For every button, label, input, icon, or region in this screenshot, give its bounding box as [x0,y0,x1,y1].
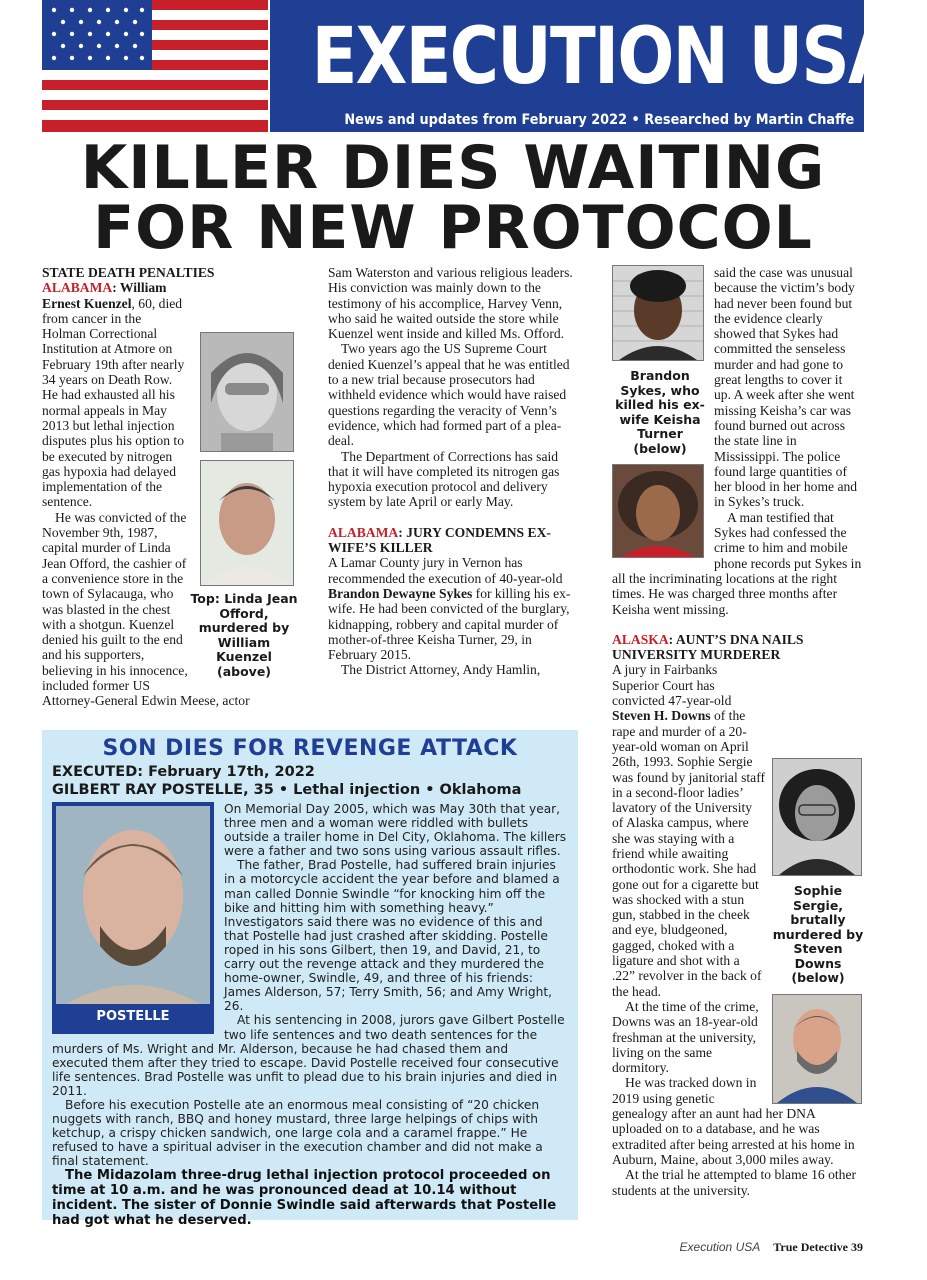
footer-section: Execution USA [679,1240,761,1254]
masthead-banner [270,0,899,132]
state-label-alabama-2: ALABAMA [328,524,399,540]
column-1 [42,265,298,709]
offord-kuenzel-caption: Top: Linda Jean Offord, murdered by William Kuenzel (above) [190,591,298,679]
brandon-sykes-photo [612,265,704,361]
sykes-name: Brandon Dewayne Sykes [328,585,473,601]
col3-paragraph-3b: of the rape and murder of a 20-year-old woman on April 26th, 1993. Sophie Sergie was found by janitorial staff in a second-floor ladies’ lavatory of the University of Alaska campus, where she was staying with a friend while awaiting orthodontic work. She had gone out for a cigarette but was shocked with a stun gun, stabbed in the cheek and eye, bludgeoned, gagged, choked with a ligature and shot with a .22” revolver in the back of the head. [612,708,766,999]
state-label-alabama-1: ALABAMA [42,280,113,296]
headline-line-2: FOR NEW PROTOCOL [93,193,813,263]
downs-name: Steven H. Downs [612,708,711,724]
col2-paragraph-2: Two years ago the US Supreme Court denied Kuenzel’s appeal that he was entitled to a new trial because prosecutors had withheld evidence which would have raised questions regarding the veracity of Venn’s evidence, which had formed part of a plea-deal. [328,341,570,449]
page-number: 39 [851,1240,863,1254]
photo-stack-offord-kuenzel [190,280,298,679]
linda-offord-photo [200,332,294,452]
us-flag-image [42,0,270,132]
sykes-caption: Brandon Sykes, who killed his ex-wife Keisha Turner (below) [615,368,705,456]
col3-paragraph-6: At the trial he attempted to blame 16 other students at the university. [612,1167,857,1198]
col2-paragraph-4b: for killing his ex-wife. He had been convicted of the burglary, kidnapping, robbery and capital murder of mother-of-three Keisha Turner, 29, in February 2015. [328,585,571,663]
col2-paragraph-1: Sam Waterston and various religious leaders. His conviction was mainly down to the testimony of his accomplice, Harvey Venn, who said he waited outside the store while Kuenzel went inside and killed Ms. Offord. [328,265,573,342]
page-footer [680,1240,863,1255]
sergie-caption: Sophie Sergie, brutally murdered by Steven Downs (below) [772,883,864,986]
col2-paragraph-5: The District Attorney, Andy Hamlin, [341,662,541,678]
keisha-turner-photo [612,464,704,558]
col3-paragraph-5: He was tracked down in 2019 using genetic genealogy after an aunt had her DNA uploaded on to a database, and he was extradited after being arrested at his home in Auburn, Maine, about 3,000 miles away. [612,1075,855,1167]
lead-name-kuenzel: : William Ernest Kuenzel [42,280,167,311]
col1-paragraph-2: He was convicted of the November 9th, 1987, capital murder of Linda Jean Offord, the cashier of a convenience store in the town of Sylacauga, who was blasted in the chest with a shotgun. Kuenzel denied his guilt to the end and his supporters, believing in his innocence, included former US Attorney-General Edwin Meese, actor [42,509,250,709]
box-paragraph-1: On Memorial Day 2005, which was May 30th that year, three men and a woman were riddled with bullets outside a trailer home in Del City, Oklahoma. The killers were a father and two sons using various assault rifles. [224,802,567,859]
gilbert-postelle-photo [56,806,210,1004]
col3-paragraph-3a: A jury in Fairbanks Superior Court has convicted 47-year-old [612,662,732,709]
masthead-subtitle: News and updates from February 2022 • Researched by Martin Chaffe [344,112,854,128]
column-2 [328,265,576,678]
postelle-photo-label: POSTELLE [96,1009,170,1024]
box-paragraph-5: The Midazolam three-drug lethal injection protocol proceeded on time at 10 a.m. and he was pronounced dead at 10.14 without incident. The sister of Donnie Swindle said afterwards that Postelle had got what he deserved. [52,1168,557,1229]
executed-date: EXECUTED: February 17th, 2022 [52,764,315,780]
william-kuenzel-photo [200,460,294,586]
postelle-photo-frame [52,802,214,1034]
col1-paragraph-1: , 60, died from cancer in the Holman Correctional Institution at Atmore on February 19th after nearly 34 years on Death Row. He had exhausted all his normal appeals in May 2013 but lethal injection disputes plus his option to be executed by nitrogen gas hypoxia had delayed implementation of the sentence. [42,295,185,510]
main-headline [42,133,864,263]
box-title: SON DIES FOR REVENGE ATTACK [102,736,518,761]
downs-heading: : AUNT’S DNA NAILS UNIVERSITY MURDERER [612,631,804,663]
col3-paragraph-2: A man testified that Sykes had confessed the crime to him and mobile phone records put Sykes in all the incriminating locations at the right times. He was charged three months after Keisha went missing. [612,509,862,617]
executed-subject: GILBERT RAY POSTELLE, 35 • Lethal injection • Oklahoma [52,782,522,798]
photo-stack-sykes-turner [612,265,708,558]
col3-paragraph-4: At the time of the crime, Downs was an 18-year-old freshman at the university, living on the same dormitory. [612,998,759,1076]
sophie-sergie-photo [772,758,862,876]
steven-downs-photo [772,994,862,1104]
sykes-heading: : JURY CONDEMNS EX-WIFE’S KILLER [328,524,551,556]
photo-stack-sergie-downs [772,758,864,1104]
section-kicker: STATE DEATH PENALTIES [42,265,215,280]
footer-magazine: True Detective [773,1240,848,1254]
masthead-title: EXECUTION USA [311,12,899,102]
execution-sidebar-box [42,730,578,1229]
col2-paragraph-4a: A Lamar County jury in Vernon has recommended the execution of 40-year-old [328,555,563,586]
box-paragraph-3: At his sentencing in 2008, jurors gave Gilbert Postelle two life sentences and two death sentences for the murders of Ms. Wright and Mr. Alderson, because he had chased them and executed them after they tried to escape. David Postelle received four consecutive life sentences. Brad Postelle was unfit to plead due to his brain injuries and died in 2011. [52,1013,565,1098]
col3-paragraph-1: said the case was unusual because the victim’s body had never been found but the evidence clearly showed that Sykes had committed the senseless murder and had gone to great lengths to cover it up. A week after she went missing Keisha’s car was found burned out across the state line in Mississippi. The police found large quantities of her blood in her home and in Sykes’s truck. [714,265,858,510]
column-3 [612,265,862,1198]
box-paragraph-4: Before his execution Postelle ate an enormous meal consisting of “20 chicken nuggets with ranch, BBQ and honey mustard, three large helpings of chips with ketchup, a crispy chicken sandwich, one large cola and a caramel frappe.” He refused to have a spiritual adviser in the execution chamber and did not make a final statement. [52,1097,543,1169]
box-body [52,802,568,1228]
box-paragraph-2: The father, Brad Postelle, had suffered brain injuries in a motorcycle accident the year before and blamed a man called Donnie Swindle “for knocking him off the bike and hitting him with something heavy.” Investigators said there was no evidence of this and that Postelle had just crashed after skidding. Postelle roped in his sons Gilbert, then 19, and David, 21, to carry out the revenge attack and they murdered the home-owner, Swindle, 49, and three of his friends: James Alderson, 57; Terry Smith, 56; and Amy Wright, 26. [224,858,560,1014]
state-label-alaska: ALASKA [612,631,669,647]
col2-paragraph-3: The Department of Corrections has said that it will have completed its nitrogen gas hypoxia execution protocol and delivery system by late April or early May. [328,448,560,510]
headline-line-1: KILLER DIES WAITING [80,133,826,203]
